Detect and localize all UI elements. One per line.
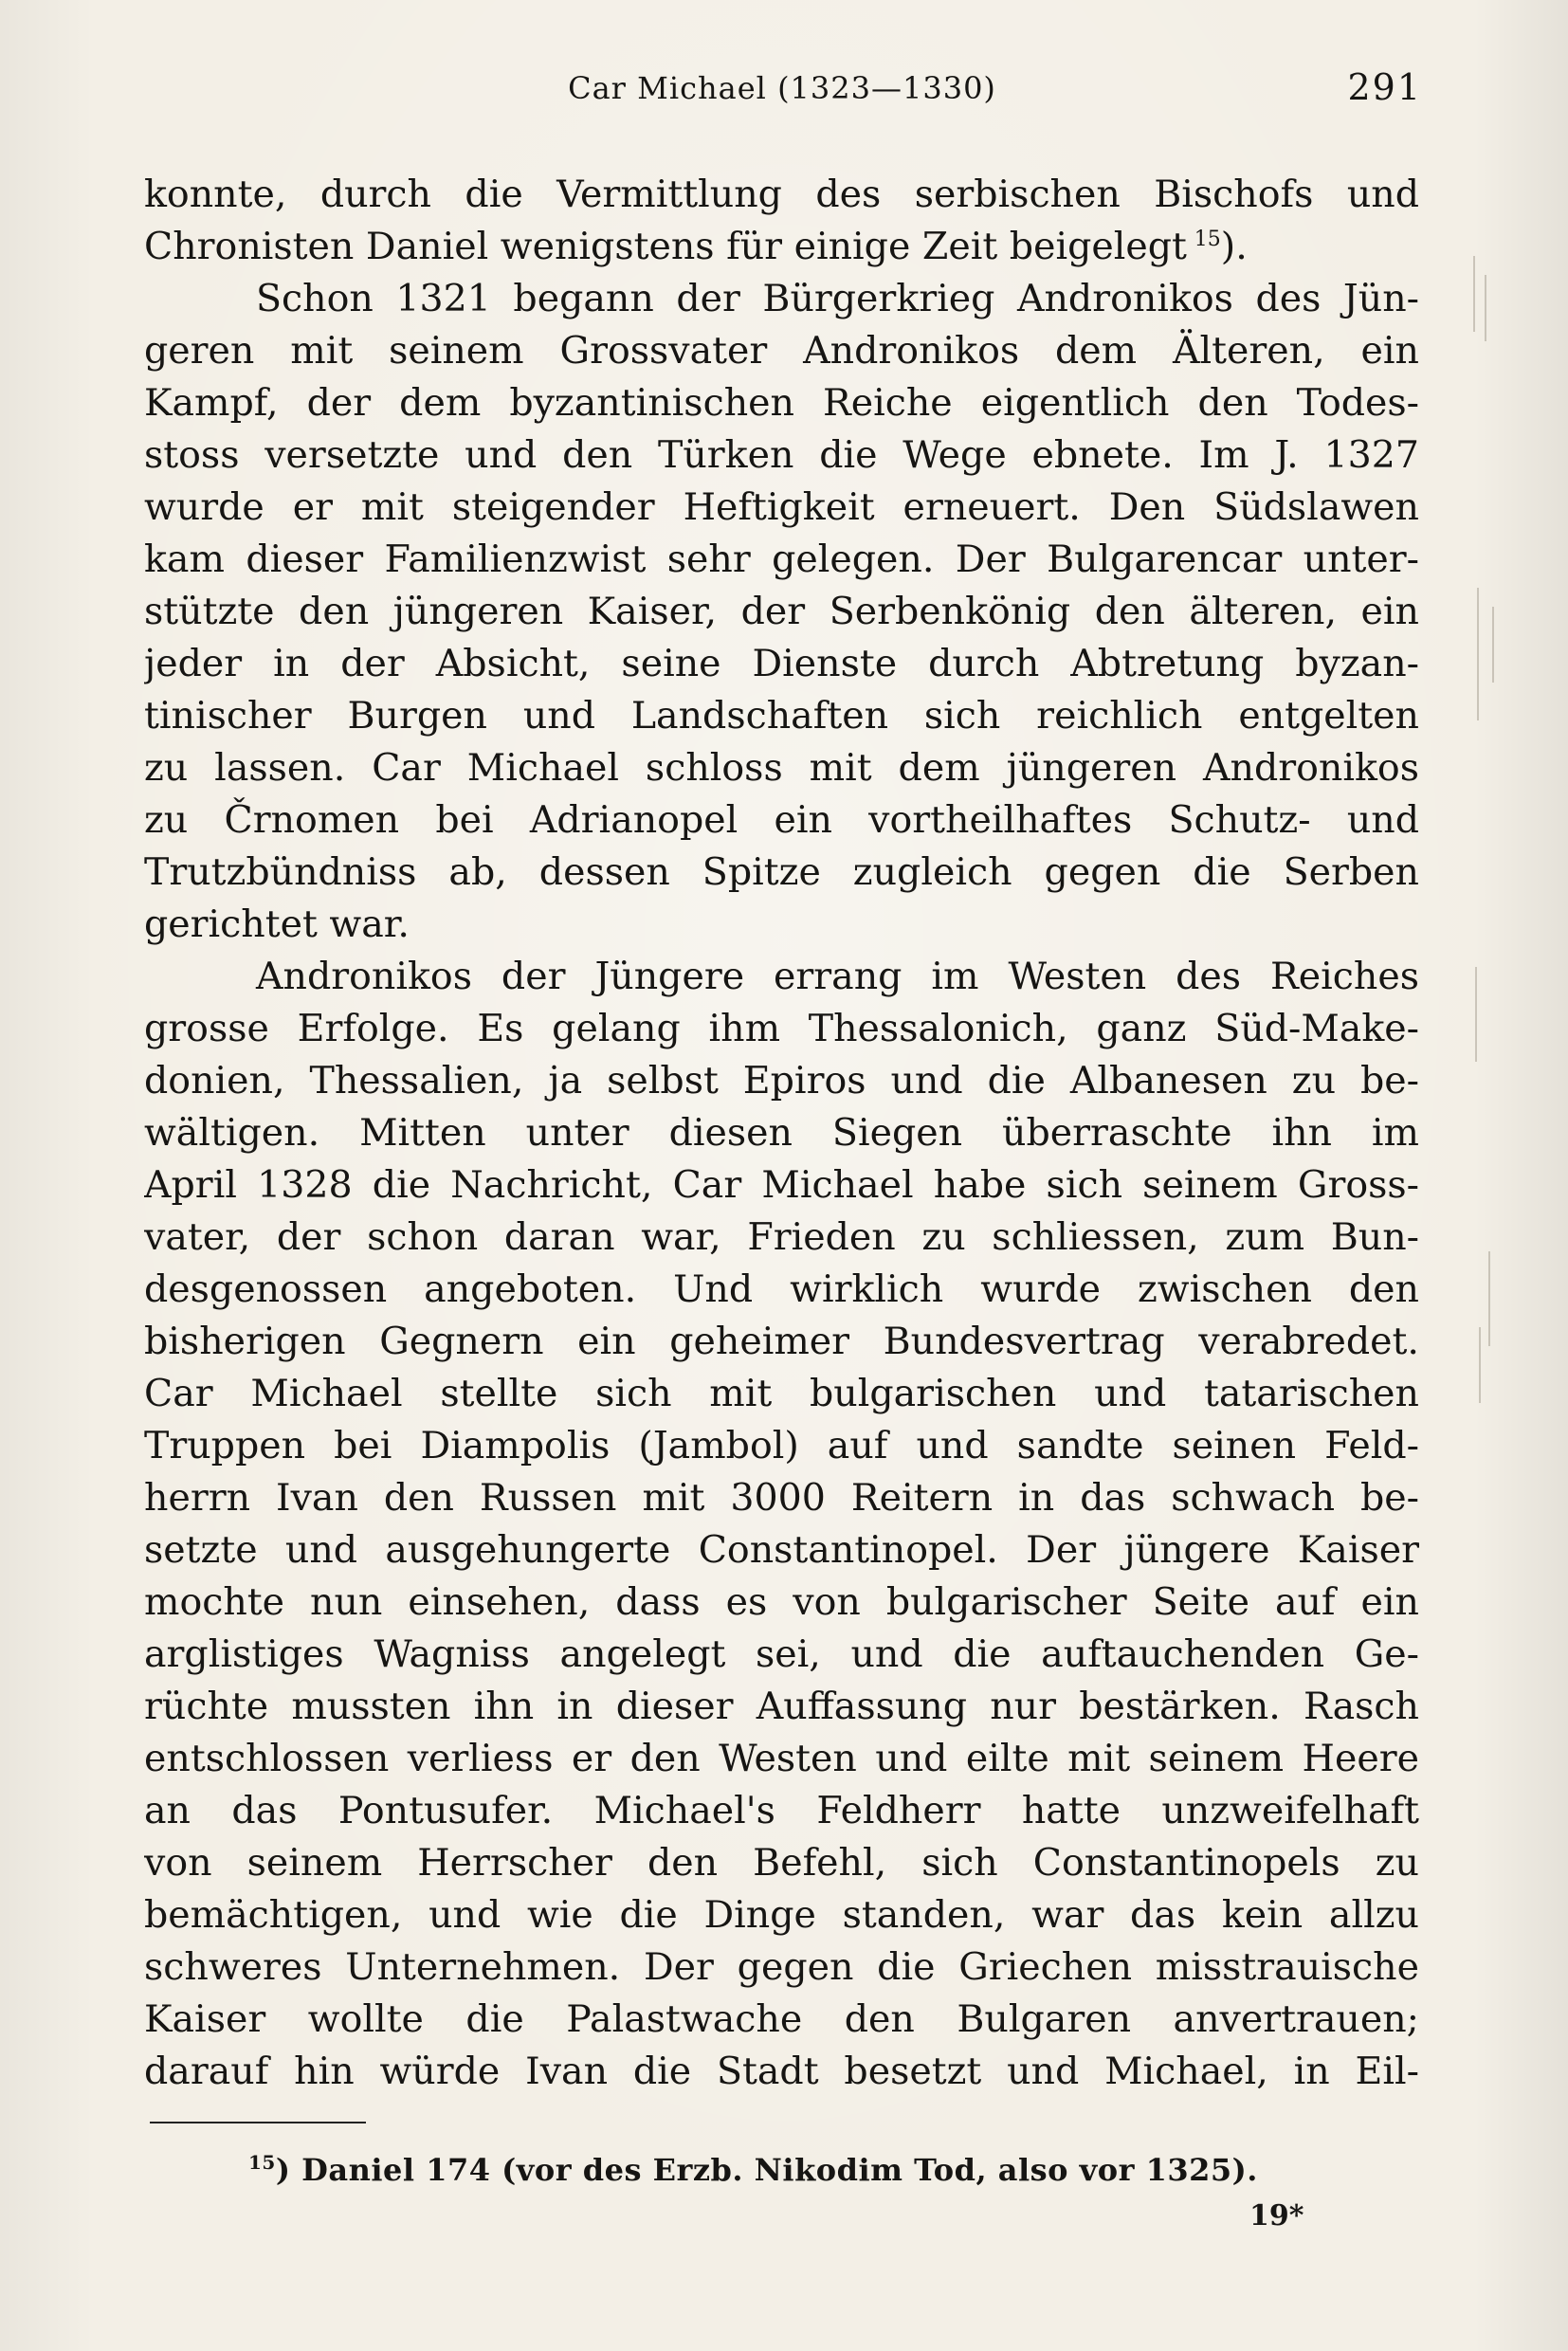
footnote-divider [150,2122,366,2123]
running-head [142,66,1422,114]
text-line: schweres Unternehmen. Der gegen die Griechen misstrauische [144,1945,1419,1989]
text-line: stützte den jüngeren Kaiser, der Serbenkönig den älteren, ein [144,590,1419,633]
page-number: 291 [1347,66,1422,108]
footnote-reference: 15 [1194,228,1221,251]
text-line: setzte und ausgehungerte Constantinopel. Der jüngere Kaiser [144,1528,1419,1572]
text-line: an das Pontusufer. Michael's Feldherr hatte unzweifelhaft [144,1789,1419,1832]
text-line: bisherigen Gegnern ein geheimer Bundesvertrag verabredet. [144,1320,1419,1363]
text-line: entschlossen verliess er den Westen und eilte mit seinem Heere [144,1737,1419,1780]
text-line: Kaiser wollte die Palastwache den Bulgaren anvertrauen; [144,1997,1419,2041]
text-line-content: Chronisten Daniel wenigstens für einige Zeit beigelegt [144,225,1187,268]
text-line: rüchte mussten ihn in dieser Auffassung nur bestärken. Rasch [144,1685,1419,1728]
text-line: wältigen. Mitten unter diesen Siegen überraschte ihn im [144,1111,1419,1155]
text-line: desgenossen angeboten. Und wirklich wurde zwischen den [144,1267,1419,1311]
text-line: stoss versetzte und den Türken die Wege ebnete. Im J. 1327 [144,433,1419,477]
footnote-marker-suffix: ) [275,2152,291,2188]
text-line: donien, Thessalien, ja selbst Epiros und die Albanesen zu be- [144,1059,1419,1103]
text-line: tinischer Burgen und Landschaften sich reichlich entgelten [144,694,1419,738]
signature-mark: 19* [1249,2199,1304,2233]
text-line: wurde er mit steigender Heftigkeit erneuert. Den Südslawen [144,485,1419,529]
text-line: Andronikos der Jüngere errang im Westen des Reiches [256,955,1419,998]
footnote-text: Daniel 174 (vor des Erzb. Nikodim Tod, also vor 1325). [290,2152,1258,2188]
text-line: gerichtet war. [144,902,410,946]
text-line: Trutzbündniss ab, dessen Spitze zugleich gegen die Serben [144,850,1419,894]
footnote [248,2152,1258,2188]
margin-pencil-marks [1465,228,1503,1460]
footnote-reference-suffix: ). [1220,225,1248,268]
text-line: April 1328 die Nachricht, Car Michael habe sich seinem Gross- [144,1163,1419,1207]
text-line: zu lassen. Car Michael schloss mit dem jüngeren Andronikos [144,746,1419,790]
text-line [144,221,1419,273]
footnote-marker: 15 [248,2151,276,2174]
text-line: Kampf, der dem byzantinischen Reiche eigentlich den Todes- [144,381,1419,425]
text-line: jeder in der Absicht, seine Dienste durch Abtretung byzan- [144,642,1419,685]
running-title: Car Michael (1323—1330) [568,70,996,106]
text-line: Truppen bei Diampolis (Jambol) auf und sandte seinen Feld- [144,1424,1419,1467]
text-line: grosse Erfolge. Es gelang ihm Thessalonich, ganz Süd-Make- [144,1007,1419,1050]
text-line: kam dieser Familienzwist sehr gelegen. Der Bulgarencar unter- [144,538,1419,581]
text-line: darauf hin würde Ivan die Stadt besetzt und Michael, in Eil- [144,2050,1419,2093]
text-line: mochte nun einsehen, dass es von bulgarischer Seite auf ein [144,1580,1419,1624]
text-line: Car Michael stellte sich mit bulgarischen und tatarischen [144,1372,1419,1415]
text-line: bemächtigen, und wie die Dinge standen, war das kein allzu [144,1893,1419,1937]
text-line: herrn Ivan den Russen mit 3000 Reitern in das schwach be- [144,1476,1419,1520]
text-line: arglistiges Wagniss angelegt sei, und die auftauchenden Ge- [144,1632,1419,1676]
text-line: vater, der schon daran war, Frieden zu schliessen, zum Bun- [144,1215,1419,1259]
text-line: zu Črnomen bei Adrianopel ein vortheilhaftes Schutz- und [144,798,1419,842]
text-line: geren mit seinem Grossvater Andronikos dem Älteren, ein [144,329,1419,373]
text-line: konnte, durch die Vermittlung des serbischen Bischofs und [144,173,1419,216]
text-line: von seinem Herrscher den Befehl, sich Constantinopels zu [144,1841,1419,1885]
text-line: Schon 1321 begann der Bürgerkrieg Andronikos des Jün- [256,277,1419,320]
body-text [144,169,1419,2098]
